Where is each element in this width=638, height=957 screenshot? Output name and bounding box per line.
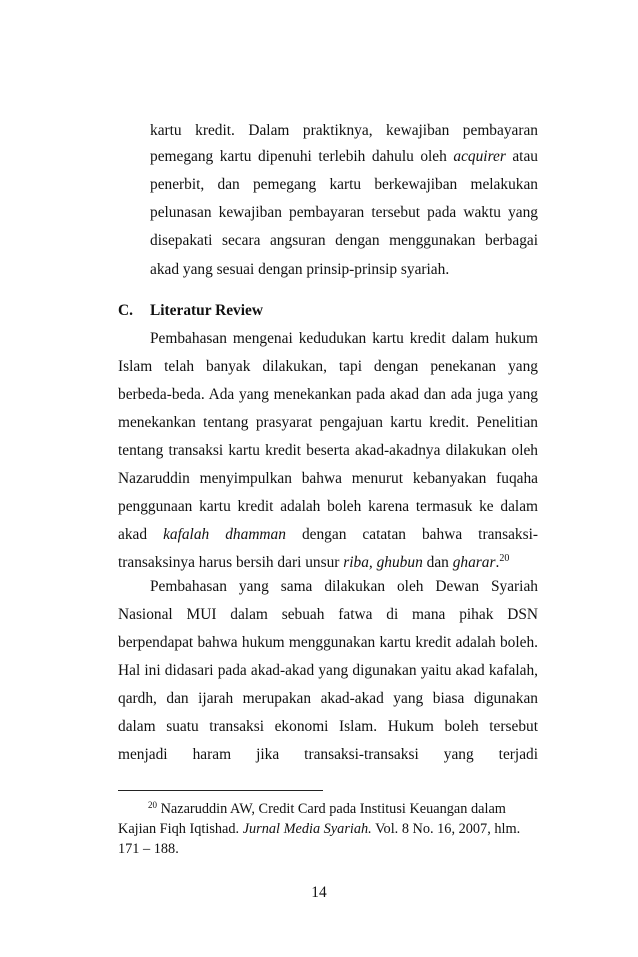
- text-line: menjadi haram jika transaksi-transaksi yang terjadi: [118, 746, 538, 763]
- footnote-reference[interactable]: 20: [499, 553, 510, 564]
- text-line: kartu kredit. Dalam praktiknya, kewajiban pembayaran: [150, 122, 538, 139]
- footnote-line: $^{20}$ Nazaruddin AW, Credit Card pada Institusi Keuangan dalam: [148, 800, 506, 817]
- text-line: penggunaan kartu kredit adalah boleh karena termasuk ke dalam: [118, 498, 538, 515]
- text-line: akad kafalah dhamman dengan catatan bahwa transaksi-: [118, 526, 538, 543]
- section-heading: [118, 301, 538, 321]
- italic-term: kafalah dhamman: [163, 526, 286, 543]
- text-line: Islam telah banyak dilakukan, tapi dengan penekanan yang: [118, 358, 538, 375]
- footnote-number: 20: [148, 800, 157, 810]
- text-line: tentang transaksi kartu kredit beserta akad-akadnya dilakukan oleh: [118, 442, 538, 459]
- text-line: menekankan tentang prasyarat pengajuan kartu kredit. Penelitian: [118, 414, 538, 431]
- section-title: Literatur Review: [150, 302, 263, 319]
- text-line: Nazaruddin menyimpulkan bahwa menurut kebanyakan fuqaha: [118, 470, 538, 487]
- italic-term: acquirer: [453, 148, 506, 165]
- text-line: berbeda-beda. Ada yang menekankan pada akad dan ada juga yang: [118, 386, 538, 403]
- text-line: berpendapat bahwa hukum menggunakan kartu kredit adalah boleh.: [118, 634, 538, 651]
- text-line: Hal ini didasari pada akad-akad yang digunakan yaitu akad kafalah,: [118, 662, 538, 679]
- text-line: qardh, dan ijarah merupakan akad-akad yang biasa digunakan: [118, 690, 538, 707]
- footnote-separator: [118, 790, 323, 791]
- text-line: Pembahasan mengenai kedudukan kartu kredit dalam hukum: [150, 330, 538, 347]
- footnote-line: Kajian Fiqh Iqtishad. Jurnal Media Syariah. Vol. 8 No. 16, 2007, hlm.: [118, 821, 521, 837]
- text-line: Pembahasan yang sama dilakukan oleh Dewan Syariah: [150, 578, 538, 595]
- italic-term: riba, ghubun: [343, 554, 423, 571]
- text-line: pemegang kartu dipenuhi terlebih dahulu oleh acquirer atau: [150, 148, 538, 165]
- italic-term: gharar: [452, 554, 496, 571]
- journal-title: Jurnal Media Syariah.: [242, 821, 372, 837]
- text-line: penerbit, dan pemegang kartu berkewajiban melakukan: [150, 176, 538, 193]
- text-line: dalam suatu transaksi ekonomi Islam. Hukum boleh tersebut: [118, 718, 538, 735]
- footnote-line: 171 – 188.: [118, 841, 179, 857]
- text-line: transaksinya harus bersih dari unsur riba, ghubun dan gharar.$^{20}$: [118, 553, 510, 571]
- text-line: disepakati secara angsuran dengan menggunakan berbagai: [150, 232, 538, 249]
- page-number: 14: [311, 884, 327, 901]
- section-letter: C.: [118, 302, 133, 319]
- text-line: akad yang sesuai dengan prinsip-prinsip syariah.: [150, 261, 450, 278]
- text-line: Nasional MUI dalam sebuah fatwa di mana pihak DSN: [118, 606, 538, 623]
- text-line: pelunasan kewajiban pembayaran tersebut pada waktu yang: [150, 204, 538, 221]
